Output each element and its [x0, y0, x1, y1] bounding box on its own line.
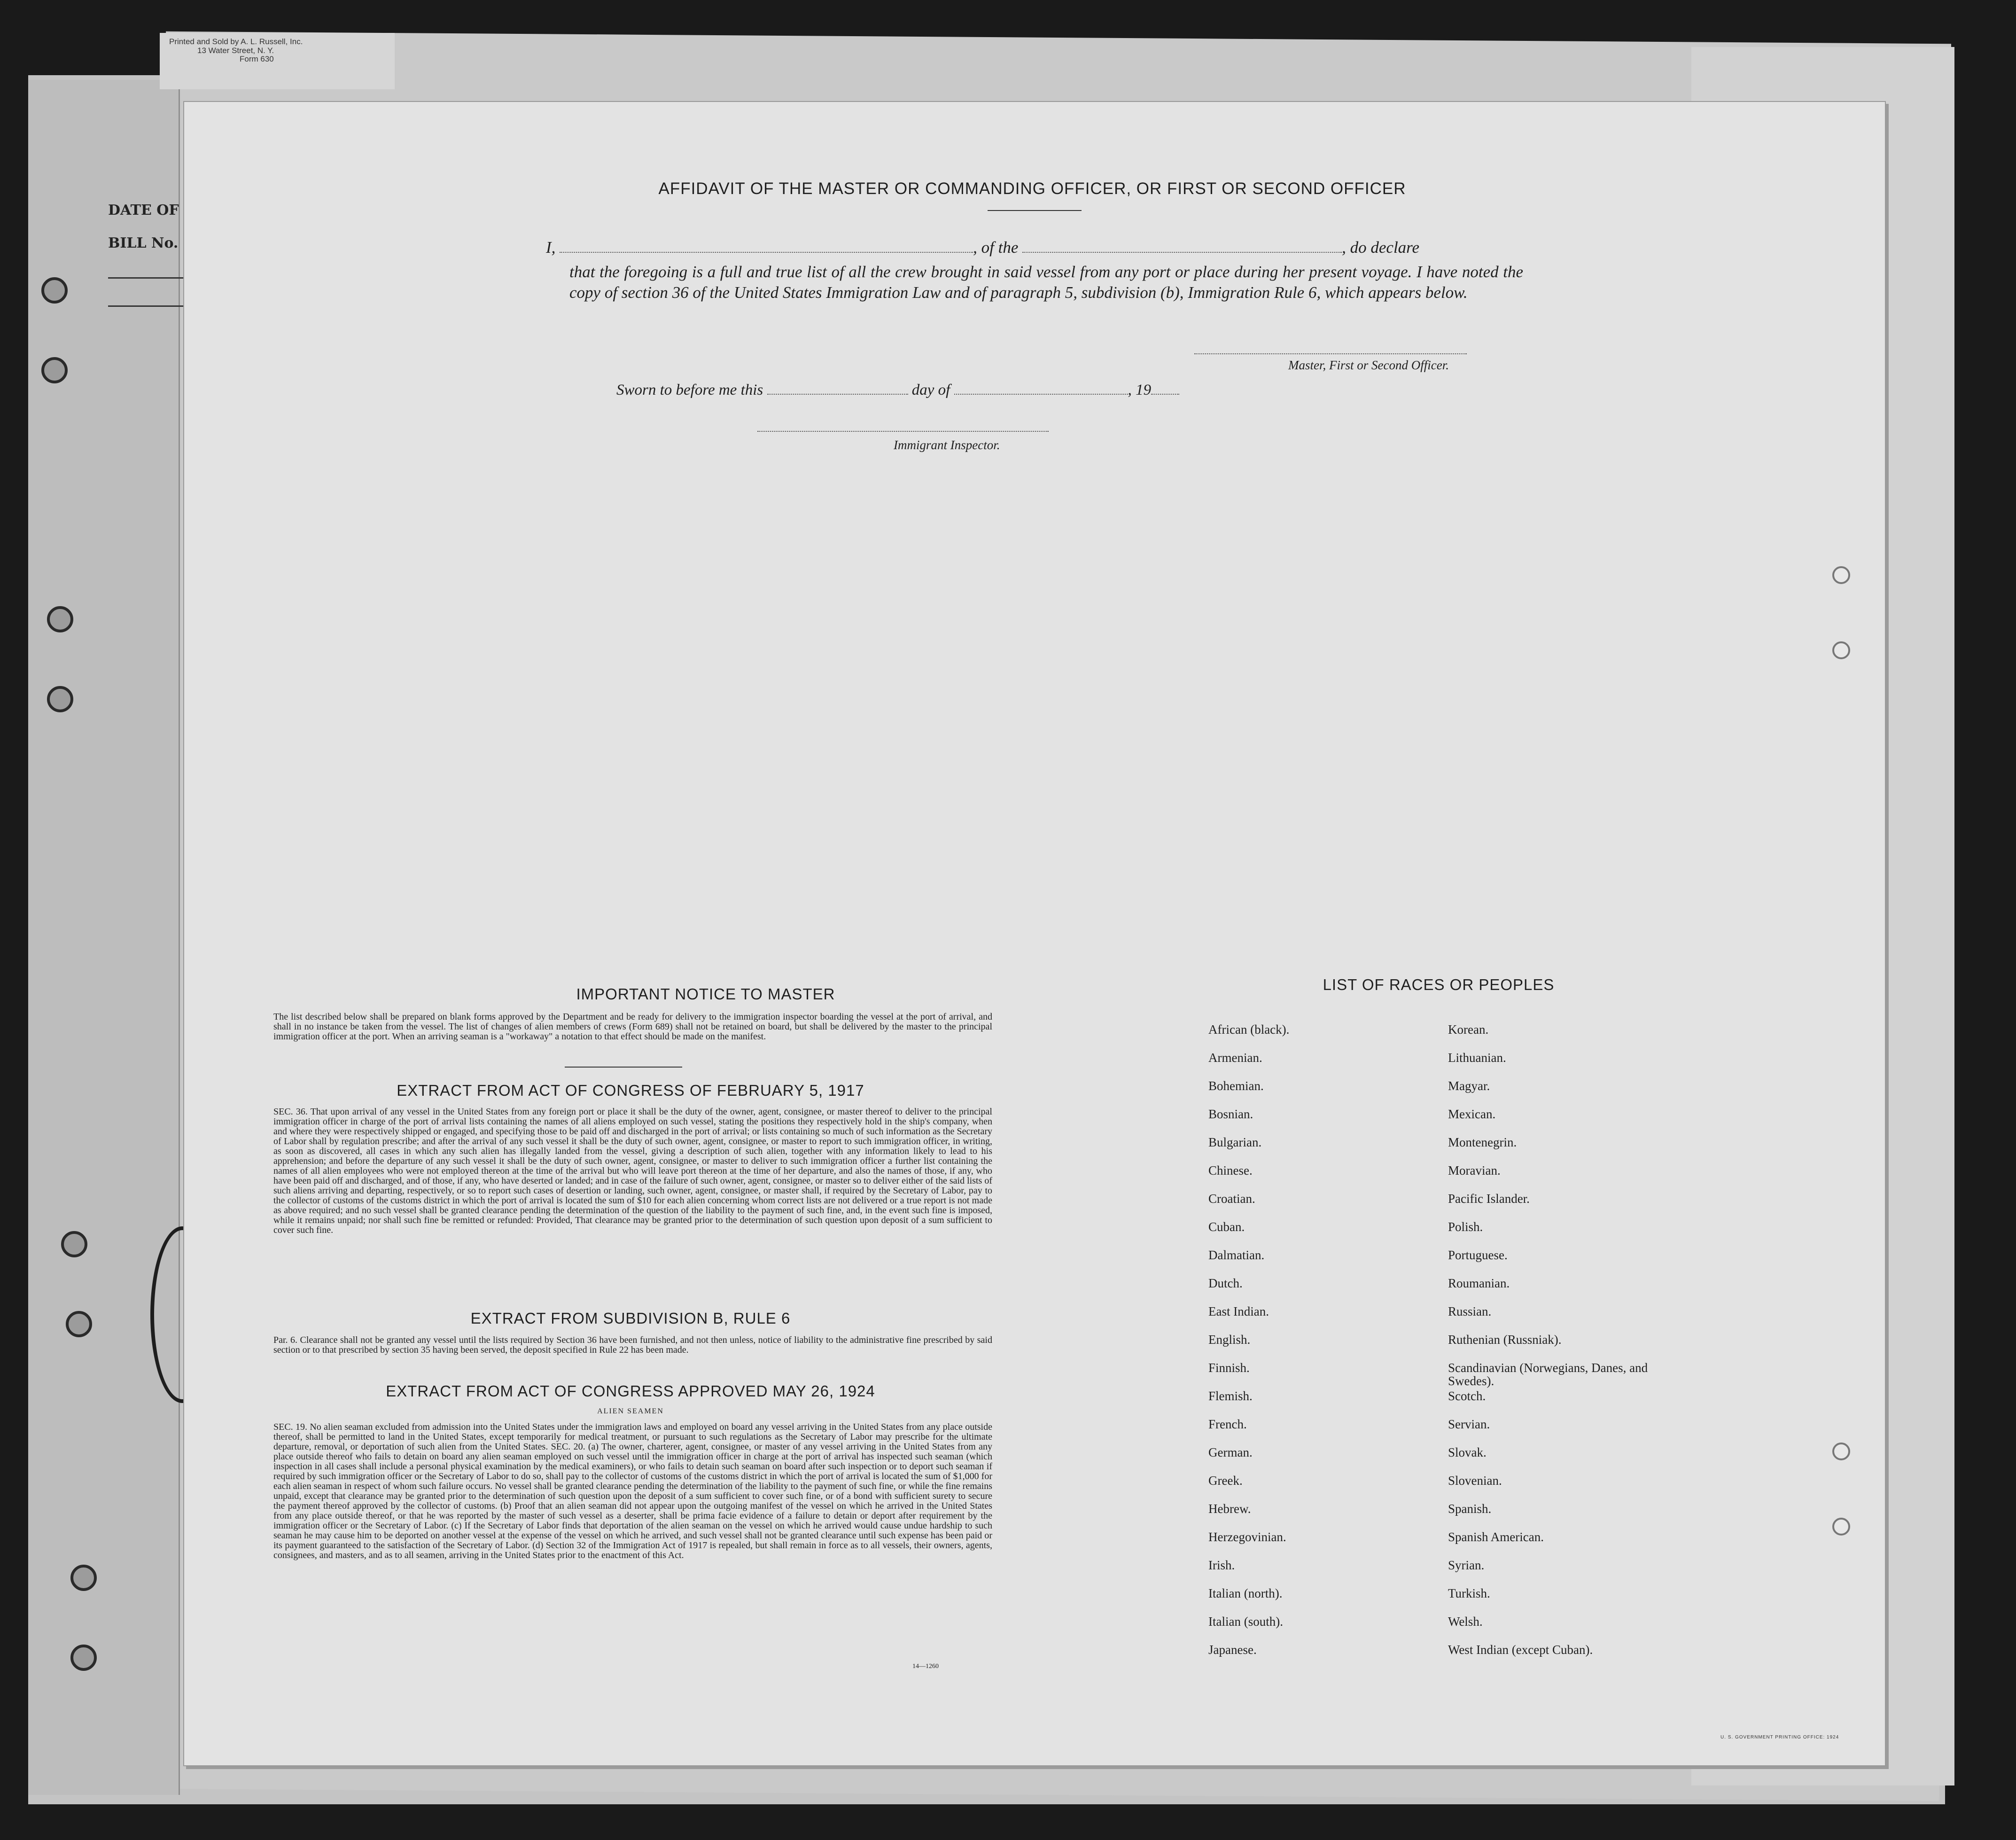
race-list-item: Ruthenian (Russniak).	[1448, 1333, 1562, 1347]
race-list-item: Russian.	[1448, 1304, 1492, 1318]
inspector-label: Immigrant Inspector.	[894, 438, 1000, 452]
affidavit-body: that the foregoing is a full and true list of all the crew brought in said vessel from any port or place during her present voyage. I have noted the copy of section 36 of the United States Immigration Law and of paragraph 5, subdivision (b), Immigration Rule 6, which appears below.	[569, 263, 1523, 302]
affidavit-of-the-text: , of the	[973, 238, 1019, 257]
binder-hole	[47, 686, 73, 712]
sworn-day-field[interactable]	[767, 394, 908, 395]
sworn-year-field[interactable]	[1151, 394, 1179, 395]
race-list-item: Herzegovinian.	[1208, 1530, 1286, 1544]
race-list-item: Scotch.	[1448, 1389, 1486, 1403]
binder-hole	[1832, 1518, 1850, 1536]
binder-strip	[28, 80, 180, 1795]
race-list-item: Greek.	[1208, 1474, 1243, 1488]
section-rule	[565, 1067, 682, 1068]
races-right-column	[1448, 1023, 1659, 1671]
races-left-column	[1208, 1023, 1396, 1671]
binder-hole	[47, 606, 73, 632]
race-list-item: Pacific Islander.	[1448, 1192, 1530, 1206]
officer-name-field[interactable]	[560, 252, 973, 253]
back-rule	[108, 277, 183, 279]
race-list-item: Cuban.	[1208, 1220, 1245, 1234]
races-title: LIST OF RACES OR PEOPLES	[1323, 976, 1555, 993]
race-list-item: Dutch.	[1208, 1276, 1243, 1290]
form-number: 14—1260	[912, 1663, 939, 1670]
race-list-item: English.	[1208, 1333, 1251, 1347]
race-list-item: Italian (south).	[1208, 1614, 1283, 1629]
affidavit-title: AFFIDAVIT OF THE MASTER OR COMMANDING OFFICER, OR FIRST OR SECOND OFFICER	[658, 179, 1406, 198]
binder-hole	[1832, 1442, 1850, 1460]
act-1917-text: SEC. 36. That upon arrival of any vessel in the United States from any foreign port or place it shall be the duty of the owner, agent, consignee, or master thereof to deliver to the principal immigration officer in charge of the port of arrival lists containing the names of all aliens employed on such vessel, stating the positions they respectively hold in the ship's company, when and where they were respectively shipped or engaged, and specifying those to be paid off and discharged in the port of arrival; or lists containing so much of such information as the Secretary of Labor shall by regulation prescribe; and after the arrival of any such vessel it shall be the duty of such owner, agent, consignee, or master to report to such immigration officer, in writing, as soon as discovered, all cases in which any such alien has illegally landed from the vessel, giving a description of such alien, together with any information likely to lead to his apprehension; and before the departure of any such vessel it shall be the duty of such owner, agent, consignee, or master to deliver to such immigration officer a further list containing the names of all alien employees who were not employed thereon at the time of the arrival but who will leave port thereon at the time of her departure, and also the names of those, if any, who have been paid off and discharged, and of those, if any, who have deserted or landed; and in case of the failure of such owner, agent, consignee, or master so to deliver either of the said lists of such aliens arriving and departing, respectively, or so to report such cases of desertion or landing, such owner, agent, consignee, or master shall, if required by the Secretary of Labor, pay to the collector of customs of the customs district in which the port of arrival is located the sum of $10 for each alien concerning whom correct lists are not delivered or a true report is not made as above required; and no such vessel shall be granted clearance pending the determination of the question of the liability to the payment of such fine, and, in the event such fine is imposed, while it remains unpaid; nor shall such fine be remitted or refunded: Provided, That clearance may be granted prior to the determination of such question upon deposit of a sum sufficient to cover such fine.	[273, 1107, 992, 1235]
binder-hole	[1832, 566, 1850, 584]
act-1924-title: EXTRACT FROM ACT OF CONGRESS APPROVED MAY 26, 1924	[386, 1382, 875, 1400]
printing-office-imprint: U. S. GOVERNMENT PRINTING OFFICE: 1924	[1720, 1735, 1839, 1740]
race-list-item: Montenegrin.	[1448, 1135, 1517, 1149]
race-list-item: Bohemian.	[1208, 1079, 1264, 1093]
rule-6-text: Par. 6. Clearance shall not be granted any vessel until the lists required by Section 36 have been furnished, and not then unless, notice of liability to the administrative fine prescribed by said section or to that prescribed by section 35 having been served, the deposit specified in Rule 22 has been made.	[273, 1335, 992, 1355]
race-list-item: Moravian.	[1448, 1163, 1501, 1177]
date-of-label: DATE OF	[108, 202, 179, 218]
race-list-item: Magyar.	[1448, 1079, 1490, 1093]
race-list-item: Turkish.	[1448, 1586, 1490, 1600]
bill-number-label: BILL No.	[108, 235, 179, 251]
crew-list-back-page	[183, 101, 1886, 1766]
race-list-item: Mexican.	[1448, 1107, 1496, 1121]
sworn-line	[616, 382, 1179, 399]
binder-hole	[1832, 641, 1850, 659]
act-1917-title: EXTRACT FROM ACT OF CONGRESS OF FEBRUARY 5, 1917	[397, 1082, 864, 1099]
day-of-text: day of	[911, 382, 950, 398]
binder-hole	[66, 1311, 92, 1337]
race-list-item: Irish.	[1208, 1558, 1235, 1572]
master-signature-label: Master, First or Second Officer.	[1288, 358, 1449, 372]
race-list-item: Armenian.	[1208, 1051, 1262, 1065]
notice-text: The list described below shall be prepared on blank forms approved by the Department and be ready for delivery to the immigration inspector boarding the vessel at the port of arrival, and shall in no instance be taken from the vessel. The list of changes of alien members of crews (Form 689) shall not be retained on board, but shall be delivered by the master to the principal immigration officer at the port. When an arriving seaman is a "workaway" a notation to that effect should be made on the manifest.	[273, 1012, 992, 1042]
race-list-item: Bosnian.	[1208, 1107, 1253, 1121]
race-list-item: Finnish.	[1208, 1361, 1250, 1375]
race-list-item: African (black).	[1208, 1022, 1290, 1037]
vessel-name-field[interactable]	[1022, 252, 1342, 253]
race-list-item: Welsh.	[1448, 1614, 1483, 1629]
printer-imprint	[160, 33, 395, 89]
race-list-item: Scandinavian (Norwegians, Danes, and Swedes).	[1448, 1361, 1648, 1388]
race-list-item: Japanese.	[1208, 1643, 1257, 1657]
race-list-item: Portuguese.	[1448, 1248, 1508, 1262]
binder-hole	[61, 1231, 87, 1257]
binder-hole	[41, 357, 68, 383]
rule-6-title: EXTRACT FROM SUBDIVISION B, RULE 6	[470, 1310, 791, 1327]
race-list-item: Syrian.	[1448, 1558, 1485, 1572]
race-list-item: Hebrew.	[1208, 1502, 1251, 1516]
race-list-item: Servian.	[1448, 1417, 1490, 1431]
race-list-item: Lithuanian.	[1448, 1051, 1506, 1065]
back-rule	[108, 305, 183, 307]
title-rule	[988, 210, 1082, 211]
affidavit-i-text: I,	[546, 238, 556, 257]
act-1924-subtitle: ALIEN SEAMEN	[597, 1407, 664, 1415]
sworn-month-field[interactable]	[954, 394, 1128, 395]
affidavit-line1	[546, 238, 1419, 257]
race-list-item: Chinese.	[1208, 1163, 1253, 1177]
race-list-item: Slovenian.	[1448, 1474, 1502, 1488]
race-list-item: Dalmatian.	[1208, 1248, 1265, 1262]
race-list-item: Polish.	[1448, 1220, 1483, 1234]
printer-line: Form 630	[240, 55, 274, 64]
race-list-item: French.	[1208, 1417, 1247, 1431]
race-list-item: East Indian.	[1208, 1304, 1269, 1318]
race-list-item: Spanish.	[1448, 1502, 1492, 1516]
race-list-item: Croatian.	[1208, 1192, 1255, 1206]
race-list-item: West Indian (except Cuban).	[1448, 1643, 1593, 1657]
printer-line: Printed and Sold by A. L. Russell, Inc.	[169, 37, 303, 46]
race-list-item: German.	[1208, 1445, 1253, 1459]
race-list-item: Slovak.	[1448, 1445, 1487, 1459]
race-list-item: Spanish American.	[1448, 1530, 1544, 1544]
printer-line: 13 Water Street, N. Y.	[197, 46, 274, 55]
race-list-item: Roumanian.	[1448, 1276, 1510, 1290]
binder-hole	[41, 277, 68, 304]
year-text: , 19	[1128, 382, 1152, 398]
notice-title: IMPORTANT NOTICE TO MASTER	[576, 985, 835, 1003]
act-1924-text: SEC. 19. No alien seaman excluded from admission into the United States under the immigration laws and employed on board any vessel arriving in the United States from any place outside thereof, shall be permitted to land in the United States, except temporarily for medical treatment, or pursuant to such regulations as the Secretary of Labor may prescribe for the ultimate departure, removal, or deportation of such alien from the United States. SEC. 20. (a) The owner, charterer, agent, consignee, or master of any vessel arriving in the United States from any place outside thereof who fails to detain on board any alien seaman employed on such vessel until the immigration officer in charge at the port of arrival has inspected such seaman (which inspection in all cases shall include a personal physical examination by the medical examiners), or who fails to detain such seaman on board after such inspection or to deport such seaman if required by such immigration officer or the Secretary of Labor to do so, shall pay to the collector of customs of the customs district in which the port of arrival is located the sum of $1,000 for each alien seaman in respect of whom such failure occurs. No vessel shall be granted clearance pending the determination of the liability to the payment of such fine, or while the fine remains unpaid, except that clearance may be granted prior to the determination of such question upon the deposit of a sum sufficient to cover such fine, or of a bond with sufficient surety to secure the payment thereof approved by the collector of customs. (b) Proof that an alien seaman did not appear upon the outgoing manifest of the vessel on which he arrived in the United States from any place outside thereof, or that he was reported by the master of such vessel as a deserter, shall be prima facie evidence of a failure to detain or deport after requirement by the immigration officer or the Secretary of Labor. (c) If the Secretary of Labor finds that deportation of the alien seaman on the vessel on which he arrived would cause undue hardship to such seaman he may cause him to be deported on another vessel at the expense of the vessel on which he arrived, and such vessel shall not be granted clearance until such expense has been paid or its payment guaranteed to the satisfaction of the Secretary of Labor. (d) Section 32 of the Immigration Act of 1917 is repealed, but shall remain in force as to all vessels, their owners, agents, consignees, and masters, and as to all seamen, arriving in the United States prior to the enactment of this Act.	[273, 1422, 992, 1560]
master-signature-field[interactable]	[1194, 353, 1467, 354]
race-list-item: Flemish.	[1208, 1389, 1253, 1403]
binder-hole	[70, 1645, 97, 1671]
sworn-text: Sworn to before me this	[616, 382, 763, 398]
affidavit-declare-text: , do declare	[1342, 238, 1420, 257]
race-list-item: Bulgarian.	[1208, 1135, 1262, 1149]
inspector-signature-field[interactable]	[757, 431, 1049, 432]
binder-hole	[70, 1565, 97, 1591]
race-list-item: Italian (north).	[1208, 1586, 1283, 1600]
race-list-item: Korean.	[1448, 1022, 1489, 1037]
